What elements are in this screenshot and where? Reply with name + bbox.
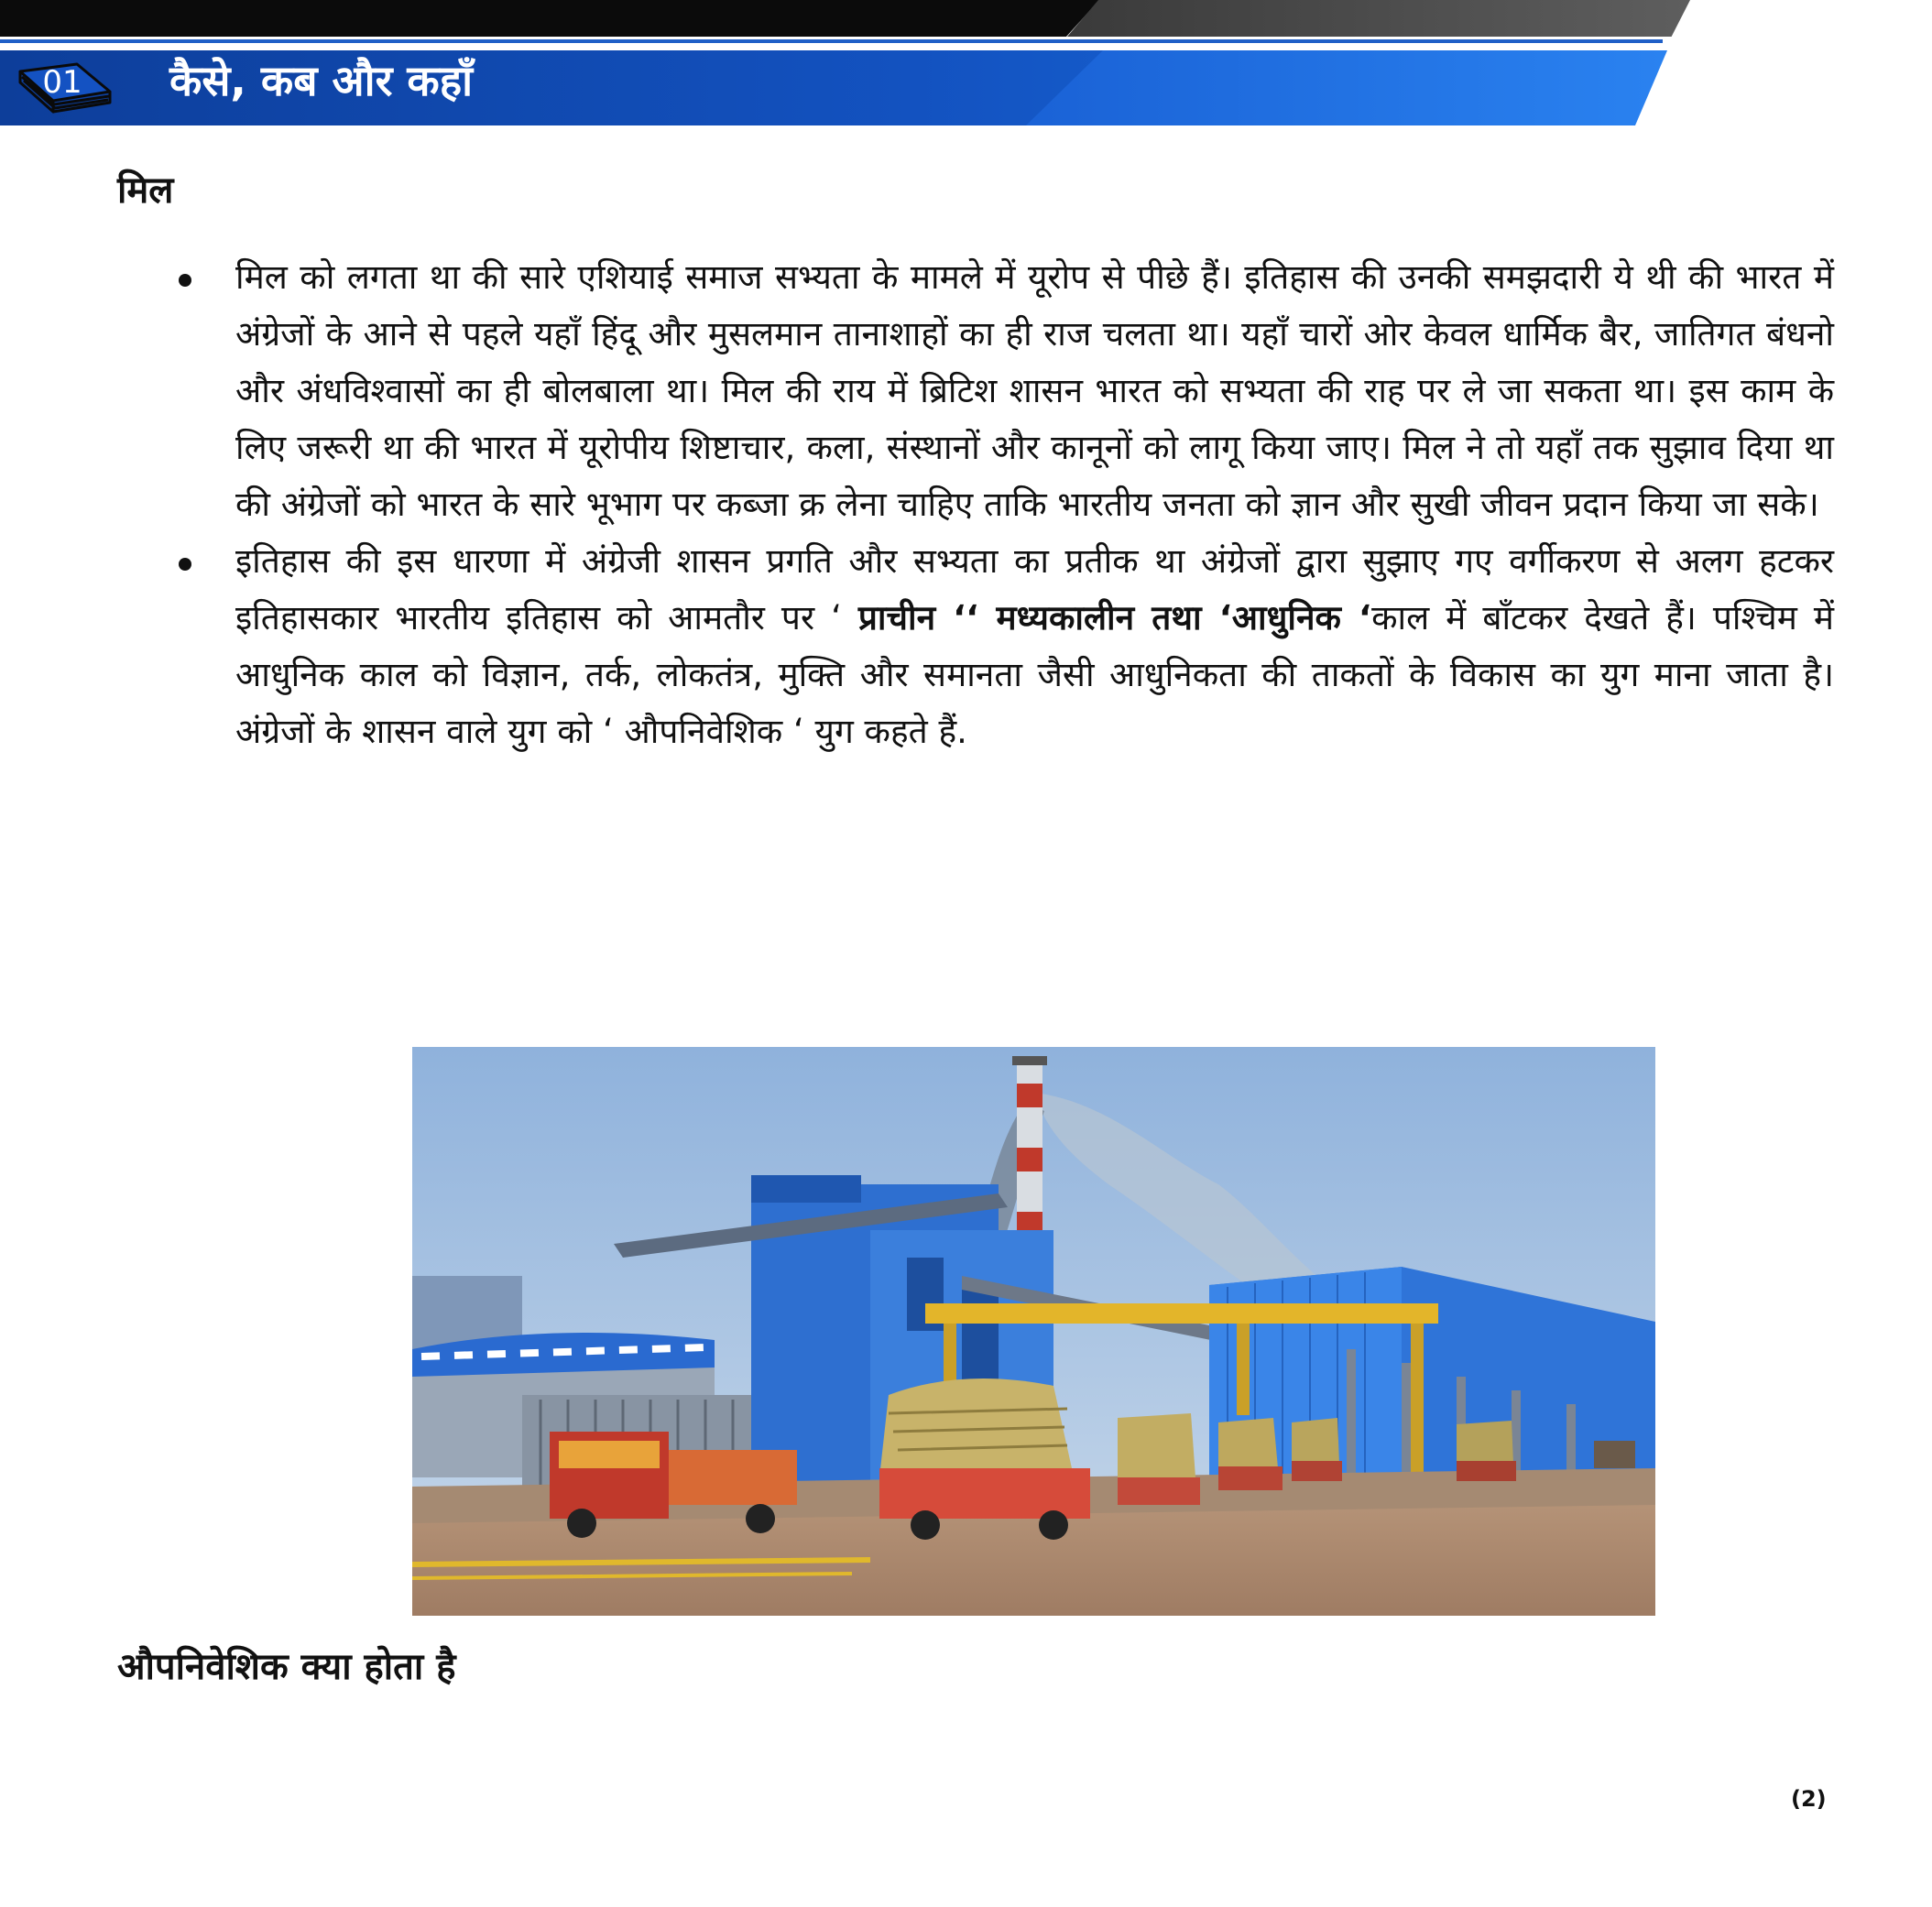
bullet-item [174, 533, 1834, 760]
page-number: (2) [1791, 1786, 1827, 1812]
bullet-text: काल में बाँटकर देखते हैं। पश्चिम में आधुनिक काल को विज्ञान, तर्क, लोकतंत्र, मुक्ति और समानता जैसी आधुनिकता की ताकतों के विकास का युग माना जाता है। अंग्रेजों के शासन वाले युग को ‘ औपनिवेशिक ‘ युग कहते हैं. [235, 598, 1834, 751]
header-top-bar-gray [1067, 0, 1690, 37]
bullet-text: मिल को लगता था की सारे एशियाई समाज सभ्यता के मामले में यूरोप से पीछे हैं। इतिहास की उनकी समझदारी ये थी की भारत में अंग्रेजों के आने से पहले यहाँ हिंदू और मुसलमान तानाशाहों का ही राज चलता था। यहाँ चारों ओर केवल धार्मिक बैर, जातिगत बंधनो और अंधविश्वासों का ही बोलबाला था। मिल की राय में ब्रिटिश शासन भारत को सभ्यता की राह पर ले जा सकता था। इस काम के लिए जरूरी था की भारत में यूरोपीय शिष्टाचार, कला, संस्थानों और कानूनों को लागू किया जाए। मिल ने तो यहाँ तक सुझाव दिया था की अंग्रेजों को भारत के सारे भूभाग पर कब्जा क्र लेना चाहिए ताकि भारतीय जनता को ज्ञान और सुखी जीवन प्रदान किया जा सके। [235, 257, 1834, 524]
bullet-list [174, 249, 1834, 760]
section-heading-mill: मिल [117, 169, 174, 212]
header-divider [0, 39, 1663, 43]
bullet-text: इतिहास की इस धारणा में अंग्रेजी शासन प्रगति और सभ्यता का प्रतीक था अंग्रेजों द्वारा सुझाए गए वर्गीकरण से अलग हटकर इतिहासकार भारतीय इतिहास को आमतौर पर ‘ [235, 541, 1834, 637]
chapter-number: 01 [42, 64, 82, 101]
bullet-dot [179, 558, 191, 571]
bullet-bold-text: प्राचीन ‘‘ मध्यकालीन तथा ‘आधुनिक ‘ [857, 598, 1372, 637]
header-top-bar [0, 0, 1099, 37]
bullet-dot [179, 274, 191, 287]
chapter-title: कैसे, कब और कहाँ [169, 56, 474, 105]
bullet-item [174, 249, 1834, 533]
chapter-banner-accent [1026, 50, 1667, 125]
sugar-mill-photo [412, 1047, 1655, 1616]
section-heading-colonial: औपनिवेशिक क्या होता है [117, 1646, 456, 1688]
